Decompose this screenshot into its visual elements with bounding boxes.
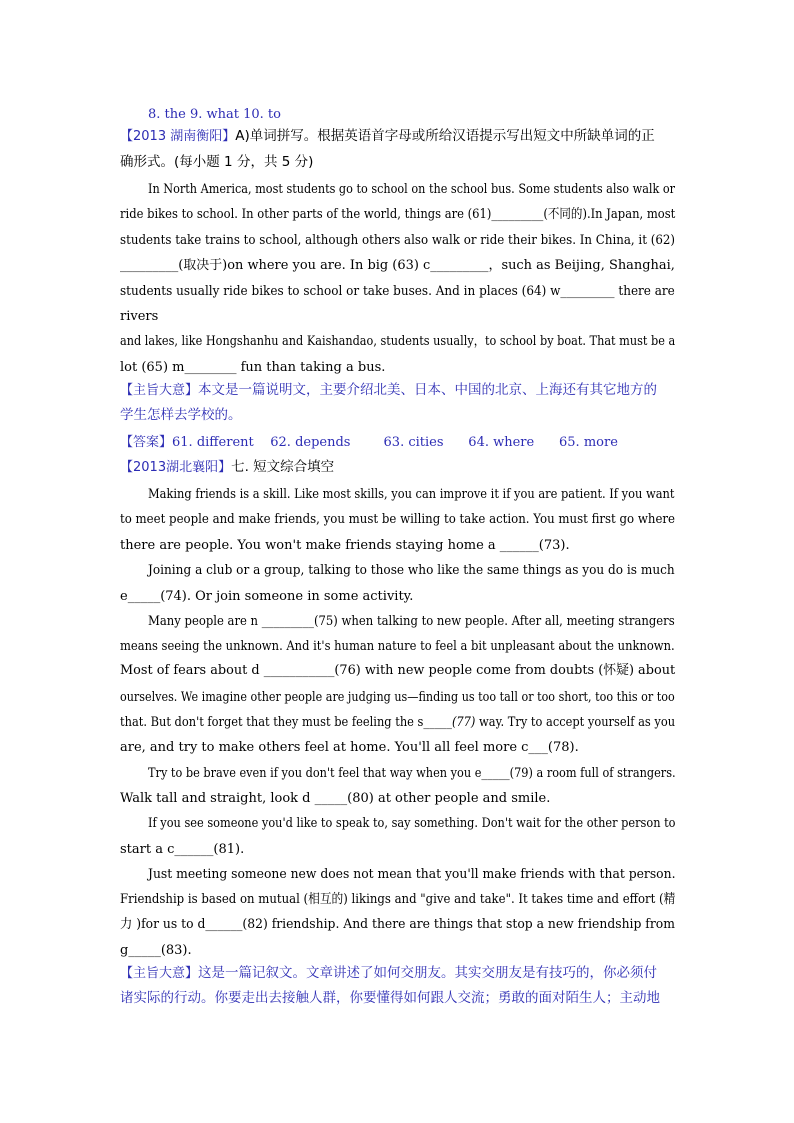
section-1-instruction-cont: 确形式。(每小题 1 分，共 5 分) [120, 154, 314, 170]
passage-2-line: to meet people and make friends, you must be willing to take action. You must first go where [120, 512, 676, 527]
summary-1-text: 本文是一篇说明文，主要介绍北美、日本、中国的北京、上海还有其它地方的 [198, 382, 658, 398]
passage-2-line [120, 714, 675, 731]
summary-2-tag: 【主旨大意】 [120, 966, 199, 981]
passage-2-line: there are people. You won't make friends staying home a ______(73). [120, 538, 570, 553]
passage-2-line: 力 )for us to d______(82) friendship. And there are things that stop a new friendship from [120, 917, 675, 932]
section-2-instruction: 七. 短文综合填空 [231, 459, 335, 475]
previous-answers: 8. the 9. what 10. to [148, 107, 281, 122]
answer-key-text: 61. different 62. depends 63. cities 64. where 65. more [172, 435, 618, 450]
passage-2-line: Joining a club or a group, talking to those who like the same things as you do is much [148, 563, 675, 578]
section-2-heading [120, 459, 675, 476]
passage-1-line: students take trains to school, although others also walk or ride their bikes. In China, it (62) [120, 233, 676, 248]
summary-1 [120, 382, 675, 399]
passage-1-line: lot (65) m________ fun than taking a bus. [120, 360, 386, 375]
passage-2-segment: way. Try to accept yourself as you [475, 715, 676, 730]
summary-2 [120, 965, 675, 982]
blank-number-77: (77) [451, 715, 476, 730]
answer-key-tag: 【答案】 [120, 435, 173, 450]
summary-2-text: 这是一篇记叙文。文章讲述了如何交朋友。其实交朋友是有技巧的，你必须付 [198, 965, 658, 981]
passage-1-line: _________(取决于)on where you are. In big (63) c_________，such as Beijing, Shanghai, [120, 258, 675, 273]
passage-2-line: e_____(74). Or join someone in some activity. [120, 589, 414, 604]
passage-2-line: Most of fears about d ___________(76) with new people come from doubts (怀疑) about [120, 663, 676, 678]
answer-key-1 [120, 434, 675, 451]
passage-2-line: are, and try to make others feel at home. You'll all feel more c___(78). [120, 740, 579, 755]
section-2-source-tag: 【2013湖北襄阳】 [120, 460, 232, 475]
passage-2-line: Try to be brave even if you don't feel that way when you e_____(79) a room full of strangers. [148, 766, 676, 781]
passage-1-line: In North America, most students go to school on the school bus. Some students also walk or [148, 182, 676, 197]
passage-1-line: and lakes, like Hongshanhu and Kaishandao, students usually，to school by boat. That must be a [120, 334, 676, 349]
passage-2-line: Many people are n _________(75) when talking to new people. After all, meeting strangers [148, 614, 675, 629]
passage-2-line: Just meeting someone new does not mean that you'll make friends with that person. [148, 867, 676, 882]
passage-2-line: ourselves. We imagine other people are judging us—finding us too tall or too short, too this or too [120, 690, 675, 705]
passage-1-line: ride bikes to school. In other parts of the world, things are (61)_________(不同的).In Japan, most [120, 207, 676, 222]
passage-1-line: rivers [120, 309, 159, 324]
section-1-instruction: A)单词拼写。根据英语首字母或所给汉语提示写出短文中所缺单词的正 [235, 128, 655, 144]
summary-1-cont: 学生怎样去学校的。 [120, 407, 242, 423]
passage-2-line: means seeing the unknown. And it's human nature to feel a bit unpleasant about the unknown. [120, 639, 675, 654]
summary-1-tag: 【主旨大意】 [120, 383, 199, 398]
section-1-heading [120, 128, 675, 145]
passage-2-line: g_____(83). [120, 943, 192, 958]
summary-2-cont: 诸实际的行动。你要走出去接触人群，你要懂得如何跟人交流；勇敢的面对陌生人；主动地 [120, 990, 660, 1006]
passage-1-line: students usually ride bikes to school or take buses. And in places (64) w_________ there are [120, 284, 675, 299]
passage-2-line: Friendship is based on mutual (相互的) likings and "give and take". It takes time and effort (精 [120, 892, 676, 907]
passage-2-line: If you see someone you'd like to speak to, say something. Don't wait for the other person to [148, 816, 676, 831]
passage-2-line: Walk tall and straight, look d _____(80) at other people and smile. [120, 791, 551, 806]
passage-2-line: start a c______(81). [120, 842, 245, 857]
passage-2-line: Making friends is a skill. Like most skills, you can improve it if you are patient. If you want [148, 487, 675, 502]
section-1-source-tag: 【2013 湖南衡阳】 [120, 129, 236, 144]
passage-2-segment: that. But don't forget that they must be feeling the s_____ [120, 715, 452, 730]
